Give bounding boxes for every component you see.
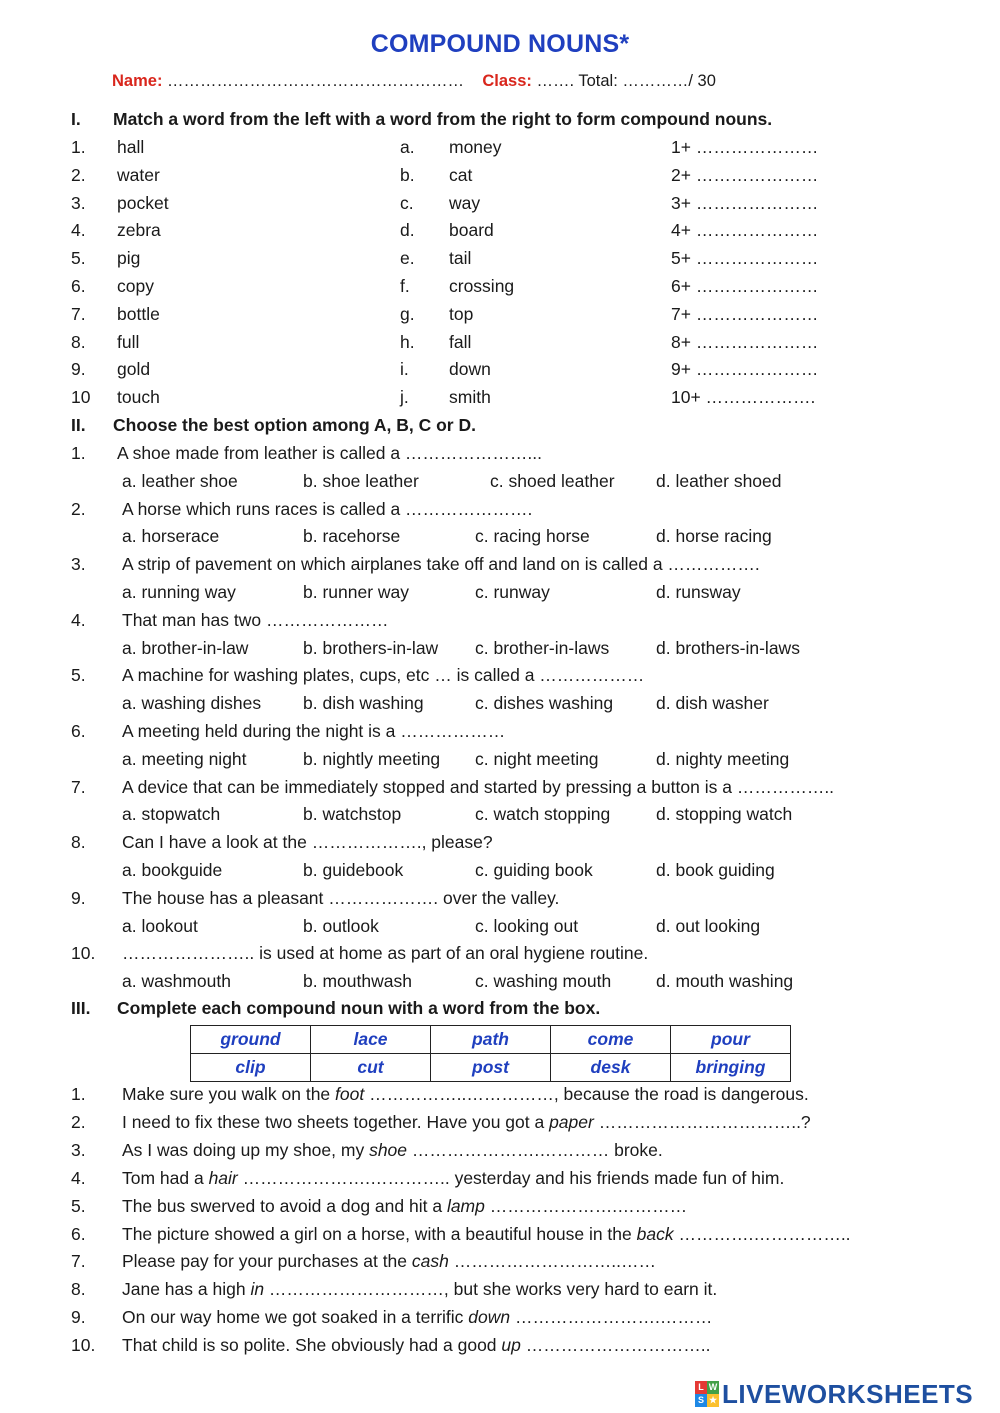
sentence (122, 1331, 710, 1359)
item-number: 5. (71, 1195, 86, 1216)
logo-tile: W (708, 1382, 718, 1392)
box-word: pour (671, 1026, 791, 1054)
right-word: tail (449, 248, 472, 269)
option-d[interactable]: d. leather shoed (656, 470, 782, 491)
left-word: bottle (117, 303, 160, 324)
question-text: A horse which runs races is called a …………………. (122, 498, 533, 519)
sentence-start: Tom had a (122, 1167, 209, 1188)
item-number: 4. (71, 1167, 86, 1188)
option-c[interactable]: c. looking out (475, 915, 579, 936)
option-letter: f. (400, 276, 410, 296)
section-number: III. (71, 998, 91, 1018)
given-word: paper (549, 1111, 594, 1132)
logo-tile: ★ (708, 1395, 718, 1405)
sentence (122, 1275, 717, 1303)
sentence (122, 1247, 656, 1275)
box-word: desk (551, 1054, 671, 1082)
right-word: crossing (449, 276, 515, 296)
box-word: ground (191, 1026, 311, 1054)
question-text: A device that can be immediately stopped and started by pressing a button is a …………….. (122, 776, 835, 797)
left-word: copy (117, 276, 154, 296)
option-a[interactable]: a. washmouth (122, 971, 231, 992)
option-a[interactable]: a. stopwatch (122, 804, 221, 825)
page-title: COMPOUND NOUNS* (370, 30, 630, 58)
option-letter: a. (400, 137, 415, 157)
sentence-start: The picture showed a girl on a horse, with a beautiful house in the (122, 1223, 637, 1244)
given-word: up (501, 1335, 521, 1356)
sentence-start: I need to fix these two sheets together. Have you got a (122, 1111, 550, 1132)
answer-blank[interactable]: 9+ ………………… (671, 359, 819, 380)
question-number: 4. (71, 609, 86, 630)
answer-blank[interactable]: 1+ ………………… (671, 137, 819, 157)
option-d[interactable]: d. out looking (656, 915, 761, 936)
item-number: 6. (71, 276, 86, 296)
sentence-blank[interactable]: ………….…………….. (673, 1223, 851, 1244)
item-number: 3. (71, 192, 86, 213)
sentence-start: The bus swerved to avoid a dog and hit a (122, 1195, 447, 1216)
answer-blank[interactable]: 10+ ………………. (671, 387, 816, 408)
option-letter: b. (400, 164, 415, 185)
box-word: bringing (671, 1054, 791, 1082)
item-number: 2. (71, 164, 86, 185)
item-number: 2. (71, 1111, 86, 1132)
option-d[interactable]: d. book guiding (656, 860, 775, 880)
item-number: 9. (71, 1307, 86, 1328)
logo-text: LIVEWORKSHEETS (722, 1378, 974, 1409)
option-letter: e. (400, 248, 415, 269)
sentence-start: On our way home we got soaked in a terrific (122, 1307, 469, 1328)
box-word: post (431, 1054, 551, 1082)
right-word: money (449, 137, 502, 157)
option-letter: d. (400, 220, 415, 241)
answer-blank[interactable]: 2+ ………………… (671, 164, 819, 185)
left-word: full (117, 331, 140, 352)
question-text: Can I have a look at the ………………., please? (122, 832, 493, 853)
sentence-blank[interactable]: ………………….………….. yesterday and his friends made fun of him. (237, 1167, 785, 1188)
given-word: in (250, 1279, 265, 1300)
option-d[interactable]: d. brothers-in-laws (656, 637, 800, 658)
answer-blank[interactable]: 5+ ………………… (671, 248, 819, 269)
name-label: Name: (112, 72, 163, 90)
right-word: top (449, 303, 474, 324)
question-number: 10. (71, 943, 96, 964)
box-word: come (551, 1026, 671, 1054)
left-word: touch (117, 387, 160, 408)
sentence (122, 1080, 809, 1108)
sentence (122, 1303, 712, 1331)
item-number: 3. (71, 1139, 86, 1160)
section-number: I. (71, 109, 81, 129)
question-text: A meeting held during the night is a ……………… (122, 721, 506, 741)
word-box-row (191, 1054, 791, 1082)
question-number: 1. (71, 443, 86, 463)
answer-blank[interactable]: 3+ ………………… (671, 192, 819, 213)
right-word: smith (449, 387, 491, 408)
option-d[interactable]: d. stopping watch (656, 804, 793, 825)
logo-tile: L (695, 1381, 707, 1394)
option-a[interactable]: a. washing dishes (122, 693, 262, 714)
answer-blank[interactable]: 4+ ………………… (671, 220, 819, 241)
class-label: Class: (482, 72, 532, 90)
word-box-row (191, 1026, 791, 1054)
logo-mark-icon (695, 1381, 719, 1407)
logo-tile: S (695, 1394, 707, 1407)
question-text: That man has two ………………… (122, 609, 389, 630)
sentence-blank[interactable]: ……………..……………, because the road is dangerous. (364, 1084, 809, 1104)
answer-blank[interactable]: 6+ ………………… (671, 276, 819, 296)
section-instruction: Choose the best option among A, B, C or D. (113, 415, 476, 435)
sentence-start: Please pay for your purchases at the (122, 1251, 412, 1272)
question-text: The house has a pleasant ………………. over the valley. (122, 887, 560, 908)
question-number: 8. (71, 832, 86, 853)
box-word: cut (311, 1054, 431, 1082)
left-word: pocket (117, 192, 169, 213)
student-info (112, 72, 716, 91)
sentence (122, 1108, 811, 1136)
question-number: 6. (71, 721, 86, 741)
sentence-start: Jane has a high (122, 1279, 251, 1300)
answer-blank[interactable]: 7+ ………………… (671, 303, 819, 324)
option-a[interactable]: a. leather shoe (122, 470, 238, 491)
option-d[interactable]: d. runsway (656, 582, 741, 602)
left-word: gold (117, 359, 151, 380)
option-letter: g. (400, 303, 415, 324)
item-number: 5. (71, 248, 86, 269)
option-b[interactable]: b. watchstop (303, 804, 402, 825)
given-word: foot (335, 1084, 365, 1104)
sentence-blank[interactable]: …………………….……… (510, 1307, 713, 1328)
option-b[interactable]: b. shoe leather (303, 470, 419, 491)
given-word: down (468, 1307, 511, 1328)
sentence-blank[interactable]: ………………………..…… (448, 1251, 656, 1272)
option-c[interactable]: c. watch stopping (475, 804, 611, 825)
box-word: path (431, 1026, 551, 1054)
left-word: water (117, 164, 160, 185)
option-c[interactable]: c. dishes washing (475, 693, 614, 714)
right-word: way (449, 192, 481, 213)
box-word: lace (311, 1026, 431, 1054)
option-d[interactable]: d. horse racing (656, 526, 772, 547)
option-letter: c. (400, 192, 414, 213)
option-c[interactable]: c. runway (475, 582, 550, 602)
option-b[interactable]: b. guidebook (303, 860, 404, 880)
option-a[interactable]: a. brother-in-law (122, 637, 249, 658)
option-d[interactable]: d. nighty meeting (656, 748, 790, 769)
question-number: 5. (71, 665, 86, 686)
item-number: 4. (71, 220, 86, 241)
option-b[interactable]: b. runner way (303, 582, 410, 602)
item-number: 10 (71, 387, 91, 408)
option-letter: h. (400, 331, 415, 352)
right-word: board (449, 220, 494, 241)
given-word: hair (208, 1167, 238, 1188)
option-c[interactable]: c. racing horse (475, 526, 590, 547)
option-a[interactable]: a. horserace (122, 526, 220, 547)
liveworksheets-logo (695, 1377, 973, 1411)
word-box (190, 1025, 791, 1082)
option-c[interactable]: c. washing mouth (475, 971, 612, 992)
option-d[interactable]: d. dish washer (656, 693, 769, 714)
question-text: A shoe made from leather is called a …………………... (117, 443, 543, 463)
left-word: hall (117, 137, 145, 157)
box-word: clip (191, 1054, 311, 1082)
left-word: pig (117, 248, 141, 269)
option-letter: j. (400, 387, 409, 408)
option-b[interactable]: b. dish washing (303, 693, 424, 714)
item-number: 9. (71, 359, 86, 380)
option-letter: i. (400, 359, 409, 380)
option-c[interactable]: c. night meeting (475, 748, 599, 769)
item-number: 1. (71, 1084, 86, 1104)
right-word: cat (449, 164, 473, 185)
question-number: 9. (71, 887, 86, 908)
option-a[interactable]: a. lookout (122, 915, 198, 936)
right-word: fall (449, 331, 472, 352)
option-b[interactable]: b. outlook (303, 915, 379, 936)
name-blank[interactable]: ……………………………………………… (167, 72, 465, 90)
option-c[interactable]: c. shoed leather (490, 470, 615, 491)
question-text: A strip of pavement on which airplanes take off and land on is called a ……………. (122, 554, 760, 575)
question-number: 7. (71, 776, 86, 797)
sentence-blank[interactable]: ……………………………..? (593, 1111, 811, 1132)
option-b[interactable]: b. mouthwash (303, 971, 412, 992)
section-number: II. (71, 415, 86, 435)
option-b[interactable]: b. brothers-in-law (303, 637, 439, 658)
sentence-blank[interactable]: …………………………, but she works very hard to earn it. (264, 1279, 718, 1300)
option-c[interactable]: c. guiding book (475, 860, 593, 880)
option-b[interactable]: b. racehorse (303, 526, 401, 547)
section-instruction: Complete each compound noun with a word from the box. (117, 998, 601, 1018)
sentence (122, 1136, 663, 1164)
option-c[interactable]: c. brother-in-laws (475, 637, 610, 658)
sentence (122, 1164, 784, 1192)
item-number: 1. (71, 137, 86, 157)
question-text: A machine for washing plates, cups, etc … is called a ……………… (122, 665, 645, 686)
item-number: 8. (71, 1279, 86, 1300)
answer-blank[interactable]: 8+ ………………… (671, 331, 819, 352)
given-word: shoe (369, 1139, 408, 1160)
option-a[interactable]: a. meeting night (122, 748, 247, 769)
option-d[interactable]: d. mouth washing (656, 971, 794, 992)
given-word: back (636, 1223, 674, 1244)
section-instruction: Match a word from the left with a word from the right to form compound nouns. (113, 109, 773, 129)
sentence (122, 1220, 851, 1248)
class-total-blank[interactable]: ……. Total: …………/ 30 (536, 72, 716, 90)
item-number: 7. (71, 1251, 86, 1272)
sentence (122, 1192, 687, 1220)
given-word: cash (411, 1251, 449, 1272)
sentence-start: Make sure you walk on the (122, 1084, 336, 1104)
option-a[interactable]: a. running way (122, 582, 236, 602)
item-number: 8. (71, 331, 86, 352)
question-number: 3. (71, 554, 86, 575)
question-text: ………………….. is used at home as part of an oral hygiene routine. (122, 943, 649, 964)
sentence-blank[interactable]: ………………….………… broke. (407, 1139, 663, 1160)
item-number: 6. (71, 1223, 86, 1244)
given-word: lamp (446, 1195, 485, 1216)
sentence-start: That child is so polite. She obviously had a good (122, 1335, 502, 1356)
option-a[interactable]: a. bookguide (122, 860, 223, 880)
option-b[interactable]: b. nightly meeting (303, 748, 441, 769)
question-number: 2. (71, 498, 86, 519)
sentence-blank[interactable]: ………………….………… (484, 1195, 688, 1216)
left-word: zebra (117, 220, 161, 241)
sentence-start: As I was doing up my shoe, my (122, 1139, 370, 1160)
sentence-blank[interactable]: ………………………….. (520, 1335, 711, 1356)
item-number: 7. (71, 303, 86, 324)
item-number: 10. (71, 1335, 96, 1356)
right-word: down (449, 359, 491, 380)
